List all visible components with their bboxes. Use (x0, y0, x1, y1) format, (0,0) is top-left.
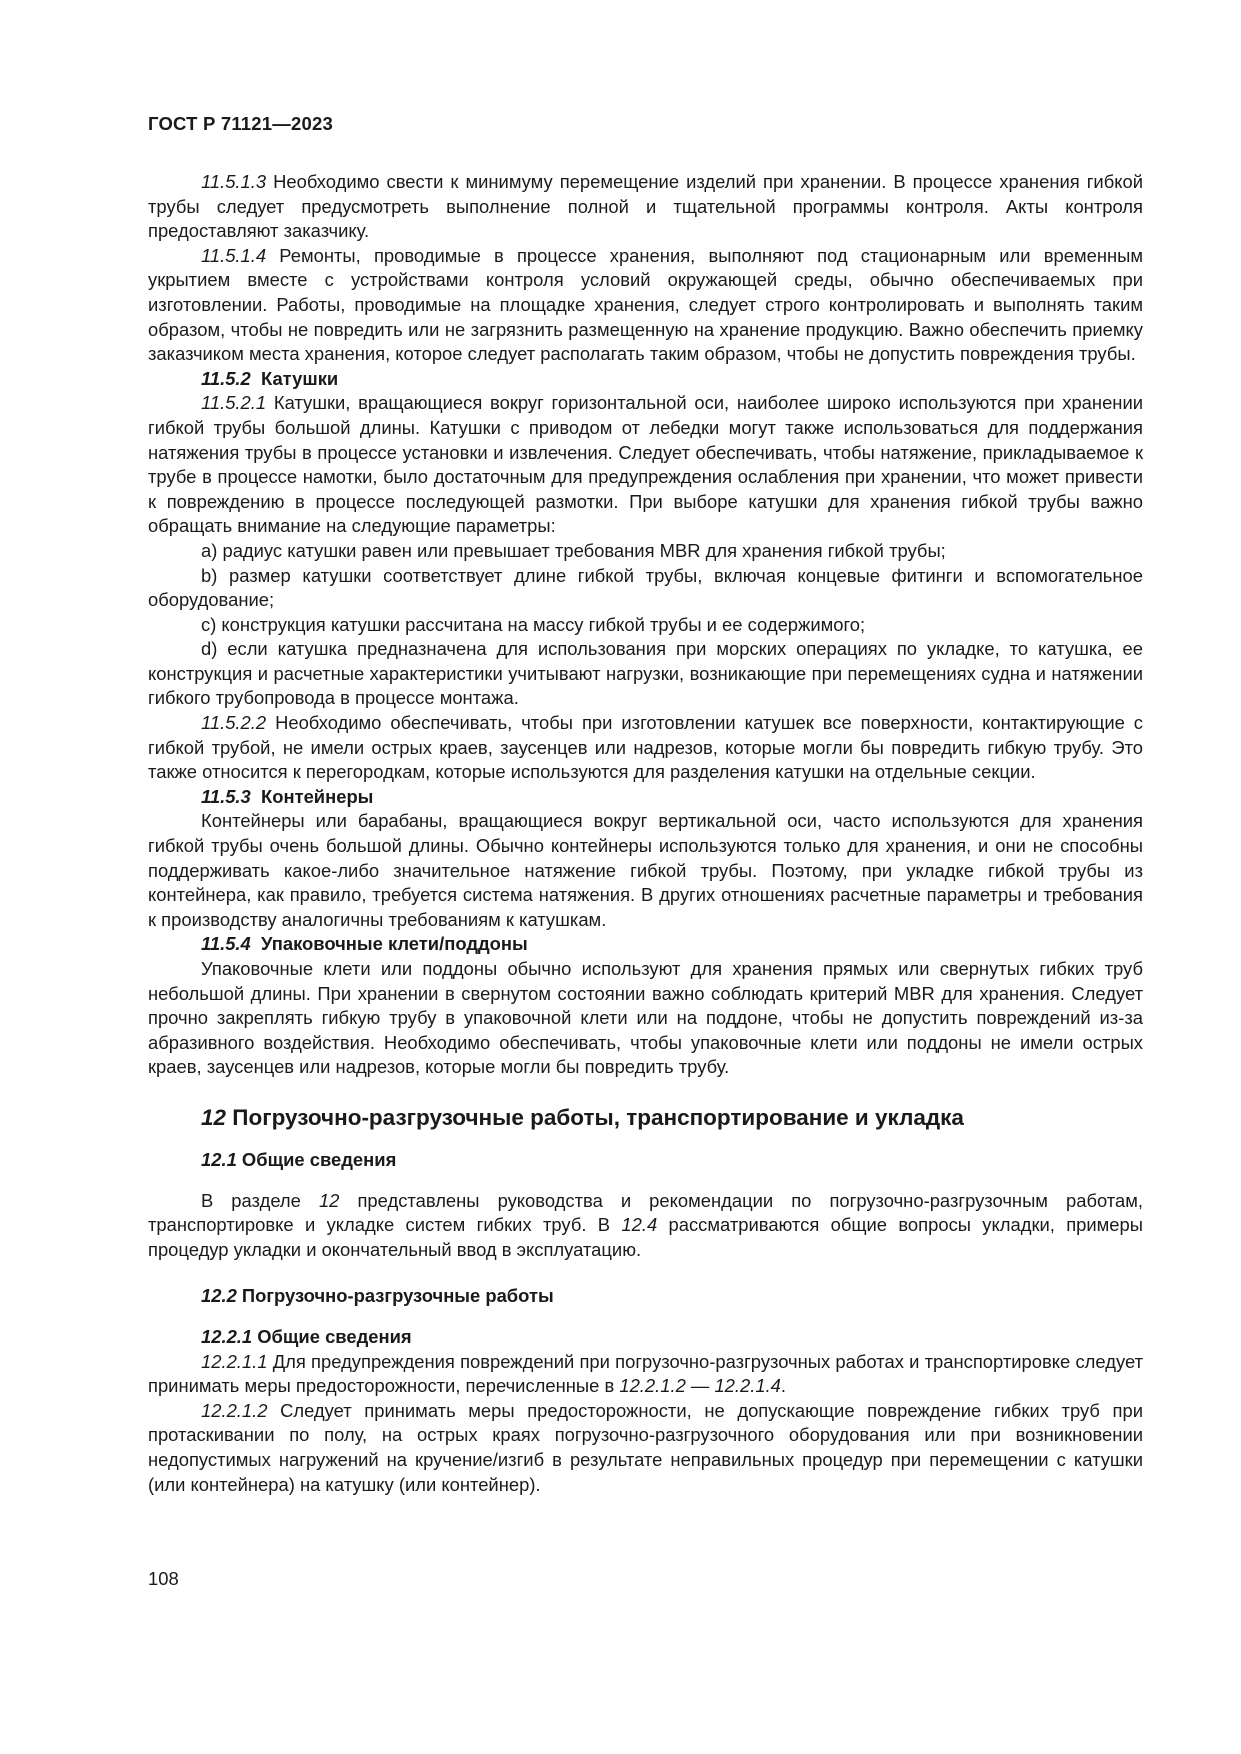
clause-number: 12.2.1.1 (201, 1350, 268, 1372)
list-item-a: a) радиус катушки равен или превышает требования MBR для хранения гибкой трубы; (201, 539, 946, 561)
clause-number: 12.2.1.2 (201, 1399, 268, 1421)
clause-number: 11.5.2.2 (201, 712, 267, 734)
list-item-d: d) если катушка предназначена для использования при морских операциях по укладке, то катушка, ее конструкция и расчетные характеристики учитывают нагрузки, возникающие при перемещениях судна и натяжении гибкого трубопровода в процессе монтажа. (148, 638, 1143, 709)
cross-reference: 12.2.1.2 (619, 1375, 686, 1397)
list-item-c: c) конструкция катушки рассчитана на массу гибкой трубы и ее содержимого; (201, 613, 866, 635)
page-number: 108 (148, 1568, 179, 1589)
paragraph-11-5-1-4: 11.5.1.4 Ремонты, проводимые в процессе хранения, выполняют под стационарным или временным укрытием вместе с устройствами контроля условий окружающей среды, обычно обеспечиваемых при изготовлении. Работы, проводимые на площадке хранения, следует строго контролировать и выполнять таким образом, чтобы не повредить или не загрязнить размещенную на хранение продукцию. Важно обеспечить приемку заказчиком места хранения, которое следует располагать таким образом, чтобы не допустить повреждения трубы. (148, 244, 1143, 365)
heading-12-2: 12.2 Погрузочно-разгрузочные работы (201, 1285, 554, 1307)
clause-number: 11.5.1.4 (201, 244, 267, 266)
clause-number: 12.2 (201, 1285, 237, 1307)
heading-11-5-3: 11.5.3 Контейнеры (201, 785, 374, 807)
clause-number: 11.5.1.3 (201, 171, 267, 192)
paragraph-11-5-2-2: 11.5.2.2 Необходимо обеспечивать, чтобы при изготовлении катушек все поверхности, контактирующие с гибкой трубой, не имели острых краев, заусенцев или надрезов, которые могли бы повредить гибкую трубу. Это также относится к перегородкам, которые используются для разделения катушки на отдельные секции. (148, 712, 1143, 783)
paragraph-12-intro: В разделе 12 представлены руководства и рекомендации по погрузочно-разгрузочным работам, транспортировке и укладке систем гибких труб. В 12.4 рассматриваются общие вопросы укладки, примеры процедур укладки и окончательный ввод в эксплуатацию. (148, 1189, 1144, 1260)
heading-11-5-4: 11.5.4 Упаковочные клети/поддоны (201, 933, 528, 955)
document-header: ГОСТ Р 71121—2023 (148, 113, 333, 134)
section-12-title: 12 Погрузочно-разгрузочные работы, транспортирование и укладка (201, 1104, 964, 1130)
heading-11-5-2: 11.5.2 Катушки (201, 367, 339, 389)
list-item-b: b) размер катушки соответствует длине гибкой трубы, включая концевые фитинги и вспомогательное оборудование; (148, 564, 1143, 611)
paragraph-11-5-2-1: 11.5.2.1 Катушки, вращающиеся вокруг горизонтальной оси, наиболее широко используются при хранении гибкой трубы большой длины. Катушки с приводом от лебедки могут также использоваться для поддержания натяжения трубы в процессе установки и извлечения. Следует обеспечивать, чтобы натяжение, прикладываемое к трубе в процессе намотки, было достаточным для предупреждения ослабления при хранении, что может привести к повреждению в процессе последующей размотки. При выборе катушки для хранения гибкой трубы важно обращать внимание на следующие параметры: (148, 392, 1143, 537)
cross-reference: 12 (318, 1189, 340, 1211)
clause-number: 11.5.2 (201, 367, 251, 389)
paragraph-containers: Контейнеры или барабаны, вращающиеся вокруг вертикальной оси, часто используются для хранения гибкой трубы очень большой длины. Обычно контейнеры используются только для хранения, и они не способны поддерживать какое-либо значительное натяжение гибкой трубы. Поэтому, при укладке гибкой трубы из контейнера, как правило, требуется система натяжения. В других отношениях расчетные параметры и требования к производству аналогичны требованиям к катушкам. (148, 810, 1143, 930)
clause-number: 11.5.3 (201, 785, 251, 807)
document-body (148, 170, 1143, 1497)
paragraph-11-5-1-3: 11.5.1.3 Необходимо свести к минимуму перемещение изделий при хранении. В процессе хранения гибкой трубы следует предусмотреть выполнение полной и тщательной программы контроля. Акты контроля предоставляют заказчику. (148, 171, 1143, 242)
paragraph-crates: Упаковочные клети или поддоны обычно используют для хранения прямых или свернутых гибких труб небольшой длины. При хранении в свернутом состоянии важно соблюдать критерий MBR для хранения. Следует прочно закреплять гибкую трубу в упаковочной клети или на поддоне, чтобы не допустить повреждений из-за абразивного воздействия. Необходимо обеспечивать, чтобы упаковочные клети или поддоны не имели острых краев, заусенцев или надрезов, которые могли бы повредить трубу. (148, 958, 1143, 1078)
paragraph-12-2-1-2: 12.2.1.2 Следует принимать меры предосторожности, не допускающие повреждение гибких труб при протаскивании по полу, на острых краях погрузочно-разгрузочного оборудования или при возникновении недопустимых нагружений на кручение/изгиб в результате неправильных процедур при перемещении с катушки (или контейнера) на катушку (или контейнер). (148, 1399, 1143, 1495)
heading-12-2-1: 12.2.1 Общие сведения (201, 1325, 412, 1347)
clause-number: 11.5.4 (201, 933, 251, 955)
cross-reference: 12.2.1.4 (714, 1375, 781, 1397)
section-number: 12 (201, 1104, 227, 1130)
heading-12-1: 12.1 Общие сведения (201, 1148, 397, 1170)
clause-number: 11.5.2.1 (201, 392, 267, 414)
paragraph-12-2-1-1: 12.2.1.1 Для предупреждения повреждений при погрузочно-разгрузочных работах и транспортировке следует принимать меры предосторожности, перечисленные в 12.2.1.2 — 12.2.1.4. (148, 1350, 1143, 1397)
cross-reference: 12.4 (621, 1214, 658, 1236)
clause-number: 12.1 (201, 1148, 237, 1170)
clause-number: 12.2.1 (201, 1325, 253, 1347)
